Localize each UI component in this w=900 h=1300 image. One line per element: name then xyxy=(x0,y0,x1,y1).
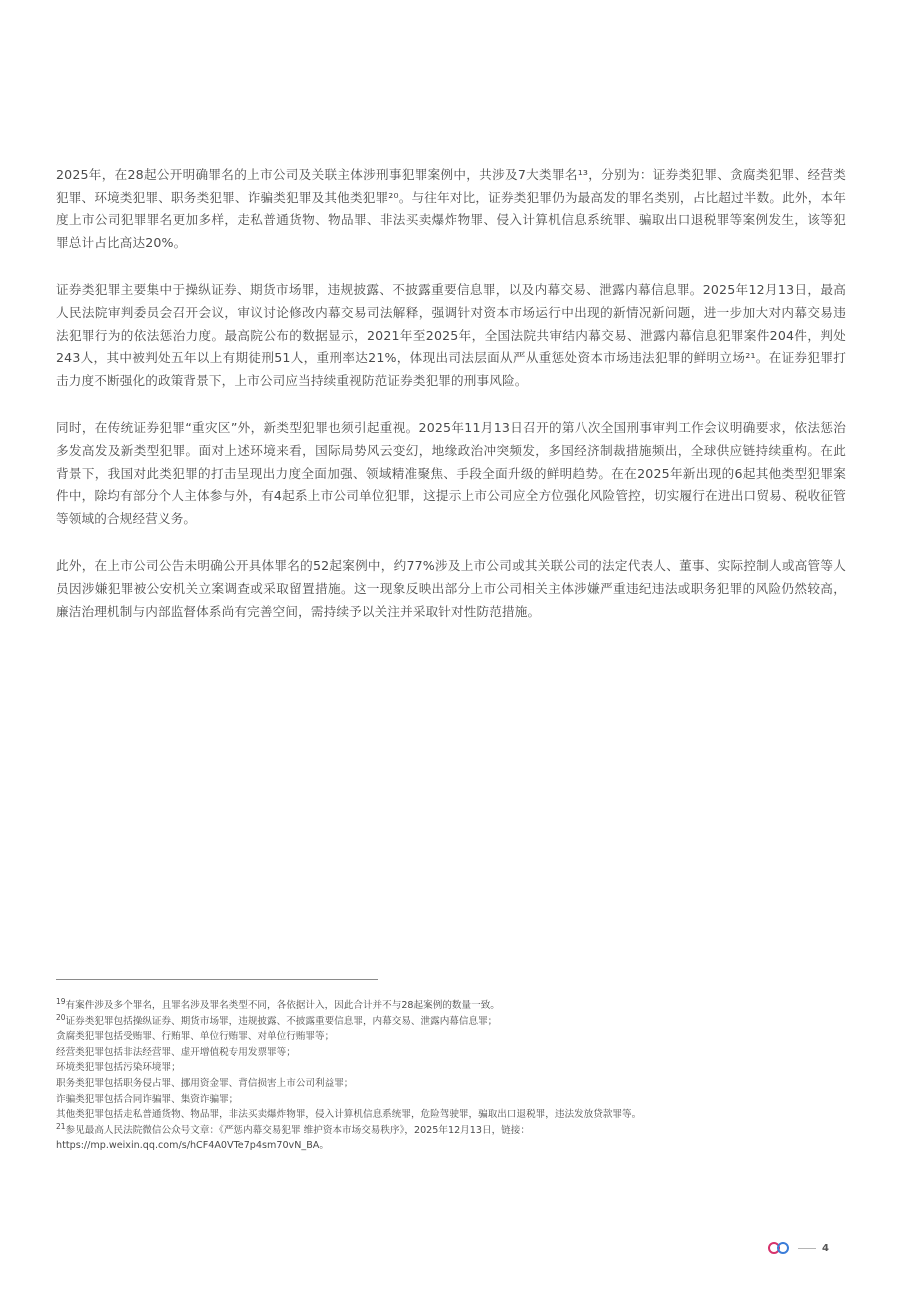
body-paragraph-1: 2025年，在28起公开明确罪名的上市公司及关联主体涉刑事犯罪案例中，共涉及7大类罪名¹³，分别为：证券类犯罪、贪腐类犯罪、经营类犯罪、环境类犯罪、职务类犯罪、诈骗类犯罪及其他类犯罪²⁰。与往年对比，证券类犯罪仍为最高发的罪名类别，占比超过半数。此外，本年度上市公司犯罪罪名更加多样，走私普通货物、物品罪、非法买卖爆炸物罪、侵入计算机信息系统罪、骗取出口退税罪等案例发生，该等犯罪总计占比高达20%。 xyxy=(56,167,846,250)
footnote-line xyxy=(56,1060,846,1076)
footnote-line xyxy=(56,1029,846,1045)
footer-dash xyxy=(798,1248,816,1249)
footnote-line xyxy=(56,1045,846,1061)
right-ring xyxy=(777,1242,789,1254)
footnotes xyxy=(56,998,846,1154)
footnote-line xyxy=(56,1107,846,1123)
footnote-divider xyxy=(56,979,378,980)
footnote-text: 环境类犯罪包括污染环境罪； xyxy=(56,1062,181,1074)
footnote-link[interactable] xyxy=(56,1138,846,1154)
body-paragraph-4: 此外，在上市公司公告未明确公开具体罪名的52起案例中，约77%涉及上市公司或其关联公司的法定代表人、董事、实际控制人或高管等人员因涉嫌犯罪被公安机关立案调查或采取留置措施。这一现象反映出部分上市公司相关主体涉嫌严重违纪违法或职务犯罪的风险仍然较高，廉洁治理机制与内部监督体系尚有完善空间，需持续予以关注并采取针对性防范措施。 xyxy=(56,558,846,619)
footnote-line xyxy=(56,1123,846,1139)
footnote-text: 参见最高人民法院微信公众号文章：《严惩内幕交易犯罪 维护资本市场交易秩序》，2025年12月13日，链接： xyxy=(65,1124,530,1136)
footnote-text: 诈骗类犯罪包括合同诈骗罪、集资诈骗罪； xyxy=(56,1093,239,1105)
page-number: 4 xyxy=(822,1242,829,1254)
footnote-text: 贪腐类犯罪包括受贿罪、行贿罪、单位行贿罪、对单位行贿罪等； xyxy=(56,1031,335,1043)
footnote-text: 其他类犯罪包括走私普通货物、物品罪，非法买卖爆炸物罪，侵入计算机信息系统罪，危险驾驶罪，骗取出口退税罪，违法发放贷款罪等。 xyxy=(56,1109,642,1121)
footnote-line xyxy=(56,1092,846,1108)
body-paragraph-2: 证券类犯罪主要集中于操纵证券、期货市场罪，违规披露、不披露重要信息罪，以及内幕交易、泄露内幕信息罪。2025年12月13日，最高人民法院审判委员会召开会议，审议讨论修改内幕交易司法解释，强调针对资本市场运行中出现的新情况新问题，进一步加大对内幕交易违法犯罪行为的依法惩治力度。最高院公布的数据显示，2021年至2025年，全国法院共审结内幕交易、泄露内幕信息犯罪案件204件，判处243人，其中被判处五年以上有期徒刑51人，重刑率达21%，体现出司法层面从严从重惩处资本市场违法犯罪的鲜明立场²¹。在证券犯罪打击力度不断强化的政策背景下，上市公司应当持续重视防范证券类犯罪的刑事风险。 xyxy=(56,282,846,388)
body-paragraph-3: 同时，在传统证券犯罪“重灾区”外，新类型犯罪也须引起重视。2025年11月13日召开的第八次全国刑事审判工作会议明确要求，依法惩治多发高发及新类型犯罪。面对上述环境来看，国际局势风云变幻，地缘政治冲突频发，多国经济制裁措施频出，全球供应链持续重构。在此背景下，我国对此类犯罪的打击呈现出力度全面加强、领域精准聚焦、手段全面升级的鲜明趋势。在在2025年新出现的6起其他类型犯罪案件中，除均有部分个人主体参与外，有4起系上市公司单位犯罪，这提示上市公司应全方位强化风险管控，切实履行在进出口贸易、税收征管等领域的合规经营义务。 xyxy=(56,420,846,526)
linked-rings-logo-icon xyxy=(768,1240,796,1256)
footnote-text: 有案件涉及多个罪名，且罪名涉及罪名类型不同，各依据计入，因此合计并不与28起案例的数量一致。 xyxy=(65,1000,500,1011)
page-footer xyxy=(768,1240,829,1256)
footnote-url[interactable]: https://mp.weixin.qq.com/s/hCF4A0VTe7p4sm70vN_BA。 xyxy=(56,1140,329,1152)
footnote-line xyxy=(56,998,846,1014)
footnote-text: 经营类犯罪包括非法经营罪、虚开增值税专用发票罪等； xyxy=(56,1046,296,1058)
footnote-mark: 19 xyxy=(56,996,66,1006)
footnote-mark: 20 xyxy=(56,1012,66,1022)
main-content xyxy=(56,164,846,648)
footnote-text: 证券类犯罪包括操纵证券、期货市场罪，违规披露、不披露重要信息罪，内幕交易、泄露内幕信息罪； xyxy=(65,1015,498,1027)
footnote-text: 职务类犯罪包括职务侵占罪、挪用资金罪、背信损害上市公司利益罪； xyxy=(56,1077,354,1089)
footnote-mark: 21 xyxy=(56,1121,66,1131)
footnote-line xyxy=(56,1076,846,1092)
footnote-line xyxy=(56,1014,846,1030)
